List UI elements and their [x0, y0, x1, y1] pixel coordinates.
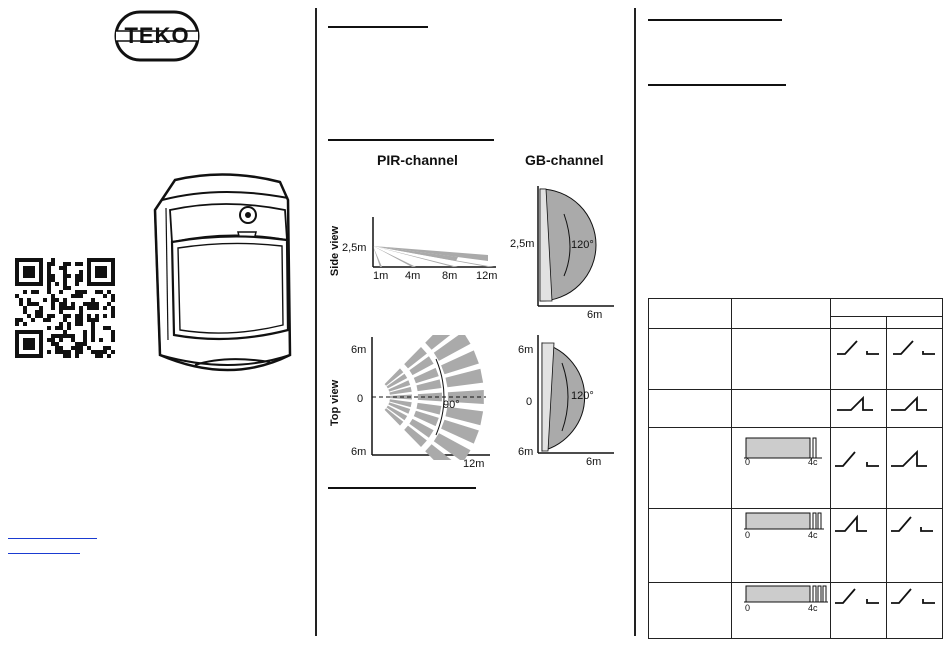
gb-top-6m-bottom: 6m — [518, 446, 534, 458]
heading-rule-3 — [328, 487, 476, 489]
table-row — [649, 390, 943, 428]
table-row — [649, 329, 943, 390]
heading-rule-4 — [648, 19, 782, 21]
heading-rule-1 — [328, 26, 428, 28]
logo — [114, 10, 200, 62]
table-row — [649, 428, 943, 509]
gb-top-6m-top: 6m — [518, 344, 534, 356]
table-row — [649, 583, 943, 639]
heading-rule-5 — [648, 84, 786, 86]
pir-top-range: 12m — [463, 458, 485, 470]
timeline-4c: 4c — [808, 530, 818, 540]
pir-side-diagram — [368, 215, 498, 270]
timeline-zero: 0 — [745, 603, 751, 613]
gb-top-range: 6m — [586, 456, 602, 468]
pir-top-zero: 0 — [357, 393, 364, 405]
device-illustration — [150, 170, 300, 380]
mode-table — [648, 298, 943, 639]
pir-channel-title: PIR-channel — [377, 152, 458, 168]
heading-rule-2 — [328, 139, 494, 141]
pir-side-tick-1: 1m — [373, 270, 389, 282]
column-divider-right — [634, 8, 636, 636]
timeline-zero: 0 — [745, 457, 751, 467]
gb-side-angle: 120° — [571, 239, 594, 251]
pir-side-tick-3: 8m — [442, 270, 458, 282]
qr-code — [14, 257, 116, 359]
pir-top-6m-bottom: 6m — [351, 446, 367, 458]
gb-side-height: 2,5m — [510, 238, 535, 250]
pir-top-angle: 90° — [443, 399, 460, 411]
pir-top-6m-top: 6m — [351, 344, 367, 356]
pir-side-height: 2,5m — [342, 242, 367, 254]
pir-side-tick-2: 4m — [405, 270, 421, 282]
logo-text: TEKO — [124, 23, 190, 48]
table-row — [649, 509, 943, 583]
gb-top-angle: 120° — [571, 390, 594, 402]
pir-top-diagram — [368, 335, 493, 460]
gb-top-zero: 0 — [526, 396, 533, 408]
gb-side-range: 6m — [587, 309, 603, 321]
email-link[interactable] — [8, 553, 80, 554]
column-divider-left — [315, 8, 317, 636]
web-link[interactable] — [8, 538, 97, 539]
pir-side-tick-4: 12m — [476, 270, 498, 282]
top-view-label: Top view — [329, 379, 342, 427]
timeline-zero: 0 — [745, 530, 751, 540]
timeline-4c: 4c — [808, 457, 818, 467]
side-view-label: Side view — [329, 225, 342, 277]
timeline-4c: 4c — [808, 603, 818, 613]
gb-channel-title: GB-channel — [525, 152, 604, 168]
